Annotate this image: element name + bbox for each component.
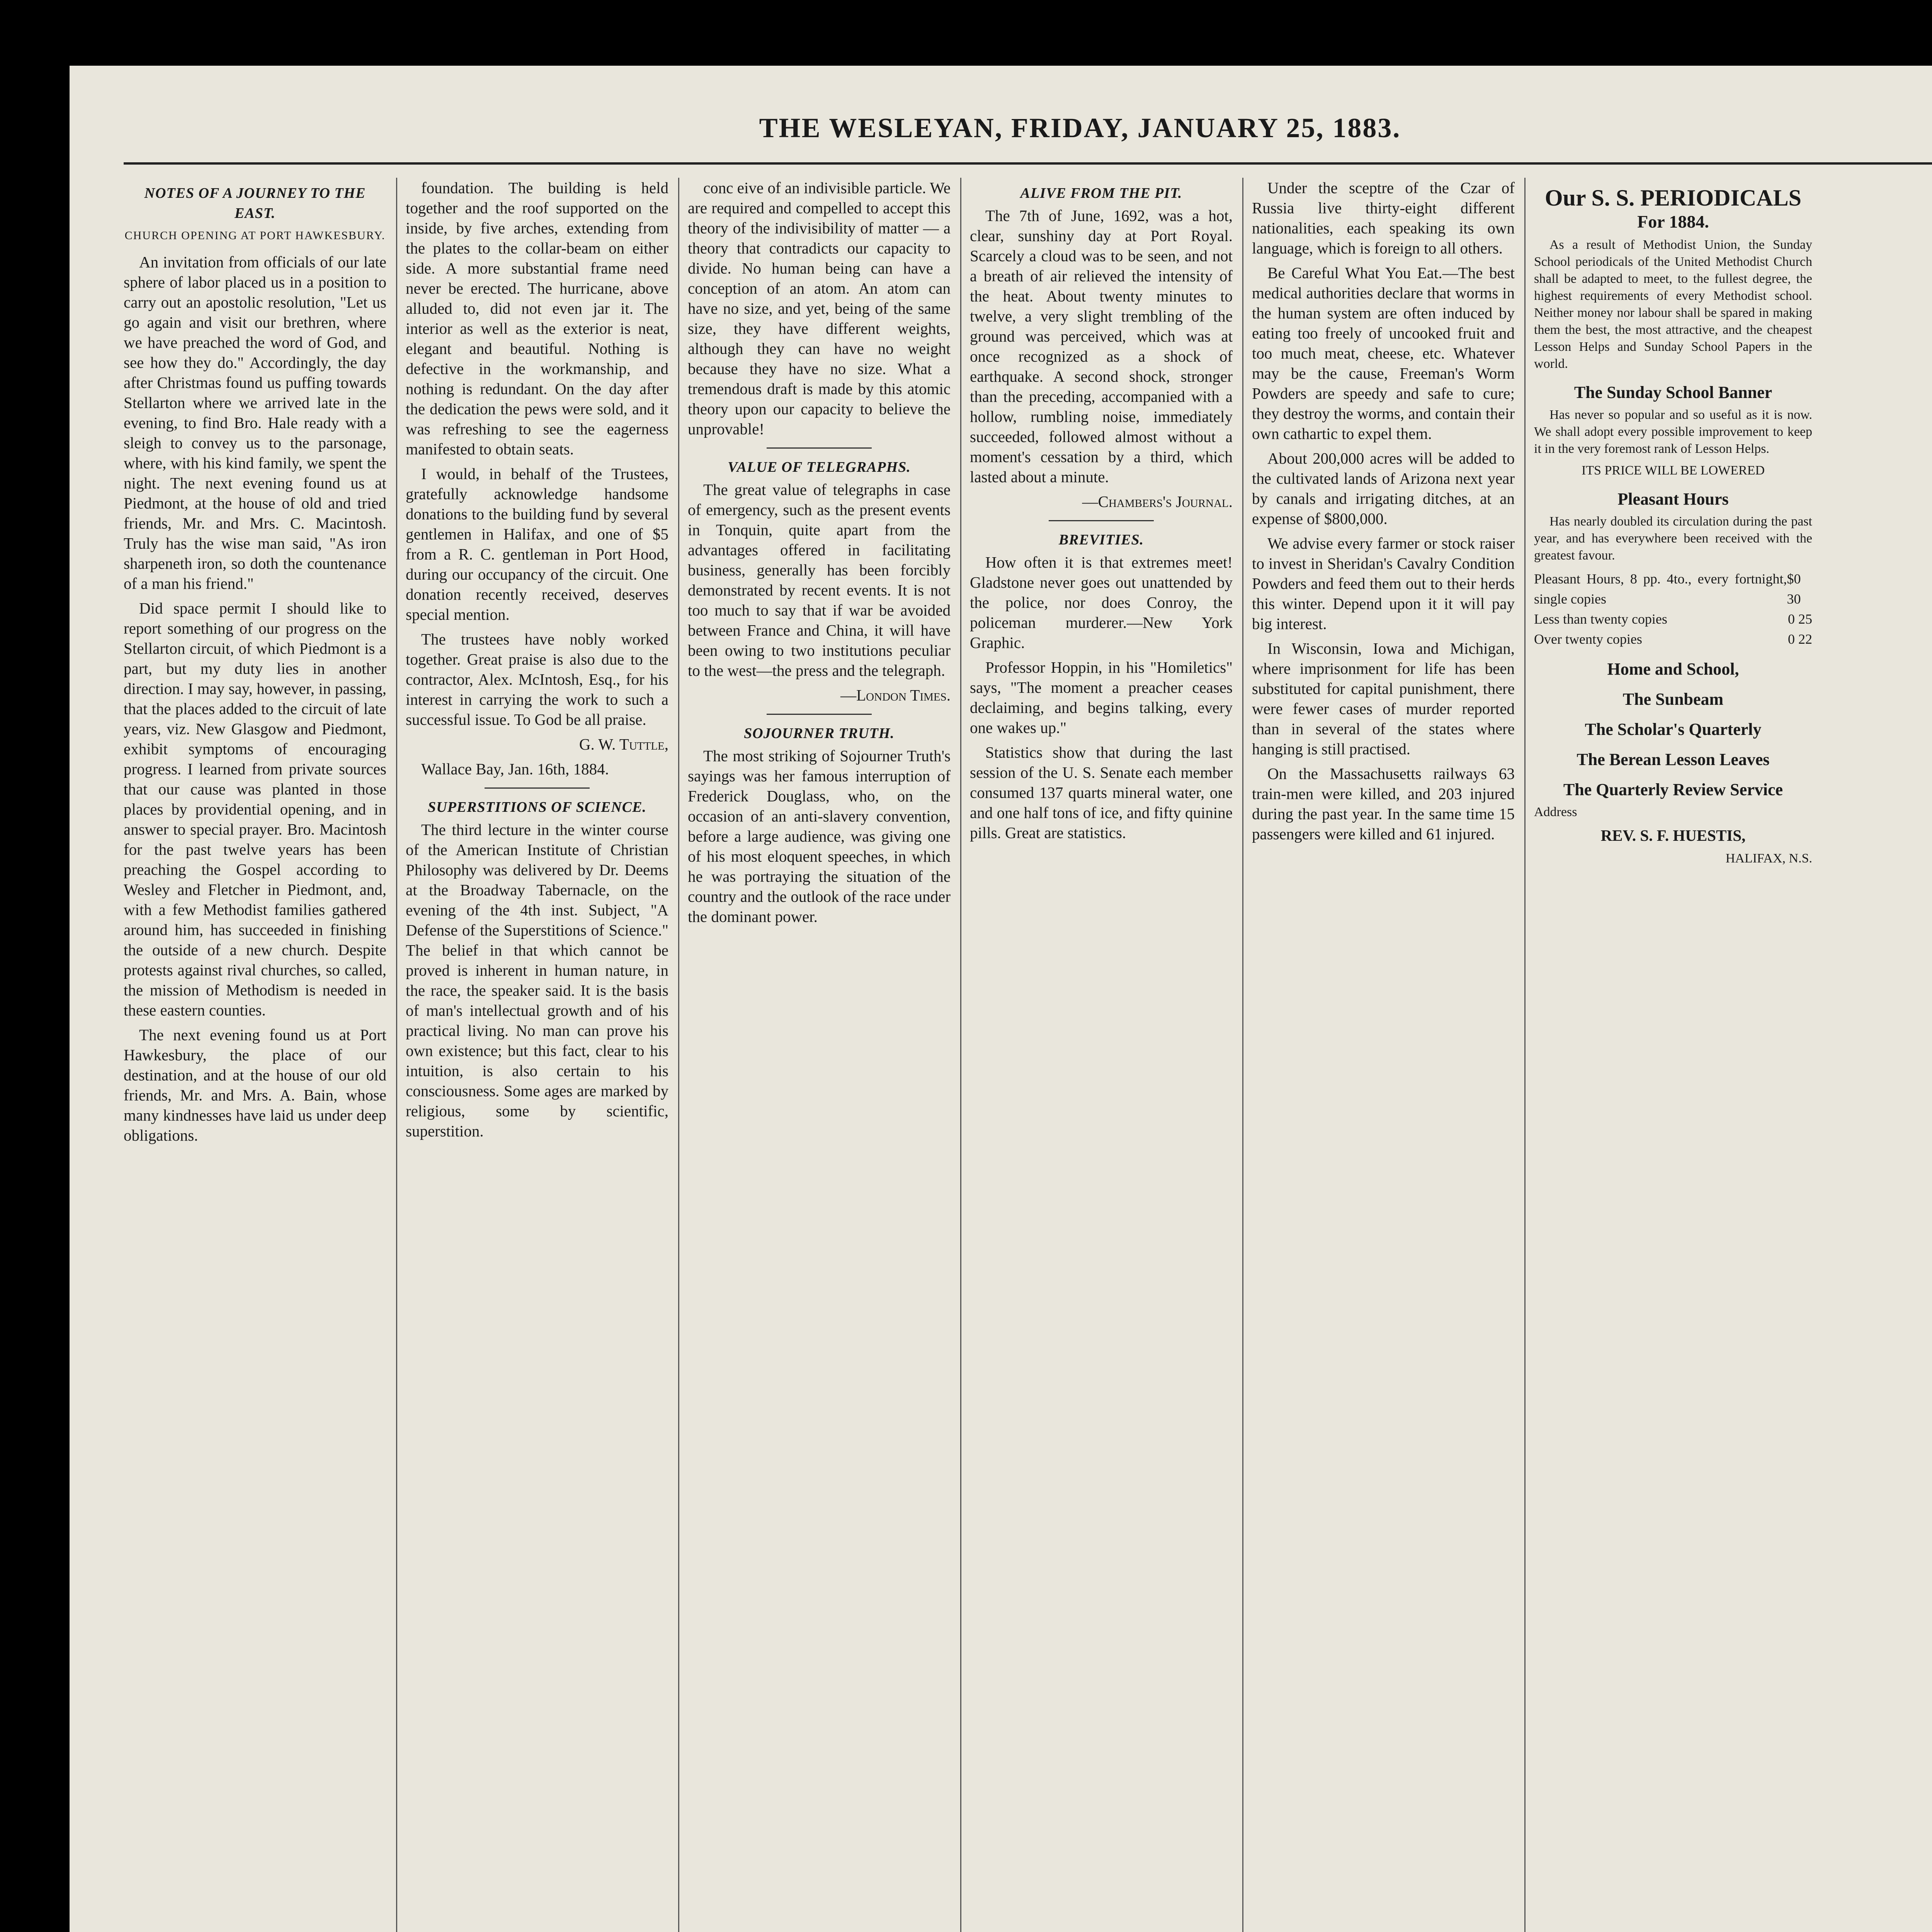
paragraph: The 7th of June, 1692, was a hot, clear, sunshiny day at Port Royal. Scarcely a cloud was to be seen, and not a breath of air relieved the intensity of the heat. About twenty minutes to twelve, a very slight trembling of the ground was perceived, which was at once recognized as a shock of earthquake. A second shock, stronger than the preceding, accompanied with a hollow, rumbling noise, immediately succeeded, followed almost without a moment's cessation by a third, which lasted about a minute. (970, 207, 1233, 486)
separator (485, 787, 590, 789)
column-divider (396, 178, 397, 1932)
paragraph: Has never so popular and so useful as it is now. We shall adopt every possible improvement to keep it in the very foremost rank of Lesson Helps. (1534, 408, 1812, 456)
column-4 (970, 178, 1233, 1932)
section-year: For 1884. (1637, 212, 1709, 231)
separator (767, 714, 872, 715)
subsection-title: The Sunbeam (1622, 690, 1724, 709)
paragraph: The most striking of Sojourner Truth's sayings was her famous interruption of Frederick Douglass, who, on the occasion of an anti-slavery convention, before a large audience, was giving one of his most eloquent speeches, in which he was portraying the situation of the country and the outlook of the race under the dominant power. (688, 747, 951, 925)
column-6 (1534, 178, 1812, 1932)
article-title: BREVITIES. (1058, 532, 1144, 548)
paragraph: Did space permit I should like to report something of our progress on the Stellarton circuit, of which Piedmont is a part, but my duty lies in another direction. I may say, however, in passing, that the places added to the circuit of late years, viz. New Glasgow and Piedmont, exhibit symptoms of encouraging progress. I learned from private sources that our cause was planted in those places by providential opening, and in answer to special prayer. Bro. Macintosh for the past twelve years has been preaching the Gospel according to Wesley and Fletcher in Piedmont, and, with a few Methodist families gathered around him, has succeeded in finishing the outside of a new church. Despite protests against rival churches, so called, the mission of Methodism is needed in these eastern counties. (124, 599, 386, 1019)
paragraph: Under the sceptre of the Czar of Russia live thirty-eight different nationalities, each speaking its own language, which is foreign to all others. (1252, 179, 1515, 257)
price-row: Over twenty copies 0 22 (1534, 631, 1812, 647)
price-note: ITS PRICE WILL BE LOWERED (1581, 463, 1765, 478)
paragraph: Be Careful What You Eat.—The best medical authorities declare that worms in the human system are often induced by eating too freely of uncooked fruit and too much meat, cheese, etc. Whatever may be the cause, Freeman's Worm Powders are speedy and safe to cure; they destroy the worms, and contain their own cathartic to expel them. (1252, 264, 1515, 442)
column-2 (406, 178, 668, 1932)
column-3 (688, 178, 951, 1932)
separator (767, 447, 872, 449)
paragraph: Professor Hoppin, in his "Homiletics" says, "The moment a preacher ceases declaiming, and begins talking, every one wakes up." (970, 658, 1233, 736)
article-title: SUPERSTITIONS OF SCIENCE. (428, 799, 646, 815)
masthead-rule (124, 162, 1932, 165)
masthead: THE WESLEYAN, FRIDAY, JANUARY 25, 1883. (759, 112, 1401, 143)
subsection-title: Pleasant Hours (1617, 490, 1729, 509)
paragraph: foundation. The building is held together and the roof supported on the inside, by five arches, extending from the plates to the collar-beam on either side. A more substantial frame need never be erected. The hurricane, above alluded to, did not even jar it. The interior as well as the exterior is neat, elegant and beautiful. Nothing is defective in the workmanship, and nothing is redundant. On the day after the dedication the pews were sold, and it was refreshing to see the eagerness manifested to obtain seats. (406, 179, 668, 458)
source-credit: —London Times. (840, 686, 951, 704)
article-title: ALIVE FROM THE PIT. (1020, 185, 1182, 201)
article-subtitle: CHURCH OPENING AT PORT HAWKESBURY. (124, 229, 386, 242)
paragraph: I would, in behalf of the Trustees, gratefully acknowledge handsome donations to the building fund by several gentlemen in Halifax, and one of $5 from a R. C. gentleman in Port Hood, during our occupancy of the circuit. One donation recently received, deserves special mention. (406, 465, 668, 623)
paragraph: The third lecture in the winter course of the American Institute of Christian Philosophy was delivered by Dr. Deems at the Broadway Tabernacle, on the evening of the 4th inst. Subject, "A Defense of the Superstitions of Science." The belief in that which cannot be proved is inherent in human nature, in the race, the speaker said. It is the basis of man's intellectual growth and of his practical living. No man can prove his own existence; but this fact, clear to his intuition, is also certain to his consciousness. Some ages are marked by religious, some by scientific, superstition. (406, 821, 668, 1140)
price-row: Less than twenty copies 0 25 (1534, 611, 1812, 627)
subsection-title: The Sunday School Banner (1574, 383, 1772, 402)
paragraph: We advise every farmer or stock raiser to invest in Sheridan's Cavalry Condition Powders and feed them out to their herds this winter. Depend upon it it will pay big interest. (1252, 534, 1515, 633)
paragraph: An invitation from officials of our late sphere of labor placed us in a position to carry out an apostolic resolution, "Let us go again and visit our brethren, where we have preached the word of God, and see how they do." Accordingly, the day after Christmas found us puffing towards Stellarton where we arrived late in the evening, to find Bro. Hale ready with a sleigh to convey us to the parsonage, where, with his kind family, we spent the night. The next evening found us at Piedmont, at the house of old and tried friends, Mr. and Mrs. C. Macintosh. Truly has the wise man said, "As iron sharpeneth iron, so doth the countenance of a man his friend." (124, 253, 386, 592)
article-title: NOTES OF A JOURNEY TO THE EAST. (144, 185, 366, 221)
column-divider (1524, 178, 1526, 1932)
section-title: Our S. S. PERIODICALS (1544, 185, 1802, 211)
paragraph: Has nearly doubled its circulation during the past year, and has everywhere been received with the greatest favour. (1534, 514, 1812, 563)
article-title: VALUE OF TELEGRAPHS. (728, 459, 911, 475)
paragraph: The trustees have nobly worked together. Great praise is also due to the contractor, Alex. McIntosh, Esq., for his interest in carrying the work to such a successful issue. To God be all praise. (406, 630, 668, 728)
columns (124, 178, 1932, 1932)
paragraph: About 200,000 acres will be added to the cultivated lands of Arizona next year by canals and irrigating ditches, at an expense of $800,000. (1252, 449, 1515, 527)
paragraph: The next evening found us at Port Hawkesbury, the place of our destination, and at the house of our old friends, Mr. and Mrs. A. Bain, whose many kindnesses have laid us under deep obligations. (124, 1026, 386, 1144)
paragraph: The great value of telegraphs in case of emergency, such as the present events in Tonquin, quite apart from the advantages offered in facilitating business, generally has been forcibly demonstrated by recent events. It is not too much to say that if war be avoided between France and China, it will have been owing to two institutions peculiar to the west—the press and the telegraph. (688, 481, 951, 679)
column-divider (678, 178, 679, 1932)
source-credit: —Chambers's Journal. (1082, 493, 1233, 510)
subsection-title: Home and School, (1607, 660, 1739, 679)
paragraph: How often it is that extremes meet! Gladstone never goes out unattended by the police, nor does Conroy, the policeman murderer.—New York Graphic. (970, 553, 1233, 651)
paragraph: As a result of Methodist Union, the Sunday School periodicals of the United Methodist Church shall be adapted to meet, to the fullest degree, the highest requirements of every Methodist school. Neither money nor labour shall be spared in making them the best, the most attractive, and the cheapest Lesson Helps and Sunday School Papers in the world. (1534, 238, 1812, 371)
subsection-title: The Berean Lesson Leaves (1577, 750, 1770, 769)
price-row: Pleasant Hours, 8 pp. 4to., every fortnight, single copies $0 30 (1534, 571, 1801, 607)
subsection-title: The Quarterly Review Service (1563, 780, 1783, 799)
address-label: Address (1534, 805, 1577, 819)
column-5 (1252, 178, 1515, 1932)
column-divider (1242, 178, 1243, 1932)
dateline: Wallace Bay, Jan. 16th, 1884. (421, 760, 609, 778)
signature: G. W. Tuttle, (579, 735, 668, 753)
article-title: SOJOURNER TRUTH. (744, 725, 895, 742)
paragraph: On the Massachusetts railways 63 train-men were killed, and 203 injured during the past year. In the same time 15 passengers were killed and 61 injured. (1252, 765, 1515, 843)
newspaper-page (70, 66, 1932, 1932)
column-1 (124, 178, 386, 1932)
address-city: HALIFAX, N.S. (1725, 851, 1812, 866)
address-name: REV. S. F. HUESTIS, (1600, 827, 1746, 844)
subsection-title: The Scholar's Quarterly (1585, 720, 1762, 739)
separator (1049, 520, 1154, 521)
column-divider (960, 178, 961, 1932)
paragraph: In Wisconsin, Iowa and Michigan, where imprisonment for life has been substituted for capital punishment, there were fewer cases of murder reported than in several of the states where hanging is still practised. (1252, 639, 1515, 758)
paragraph: conc eive of an indivisible particle. We are required and compelled to accept this theory of the indivisibility of matter — a theory that contradicts our capacity to divide. No human being can have a conception of an atom. An atom can have no size, and yet, being of the same size, they have different weights, although they can have no weight because they have no size. What a tremendous draft is made by this atomic theory upon our capacity to believe the unprovable! (688, 179, 951, 438)
paragraph: Statistics show that during the last session of the U. S. Senate each member consumed 137 quarts mineral water, one and one half tons of ice, and fifty quinine pills. Great are statistics. (970, 743, 1233, 842)
